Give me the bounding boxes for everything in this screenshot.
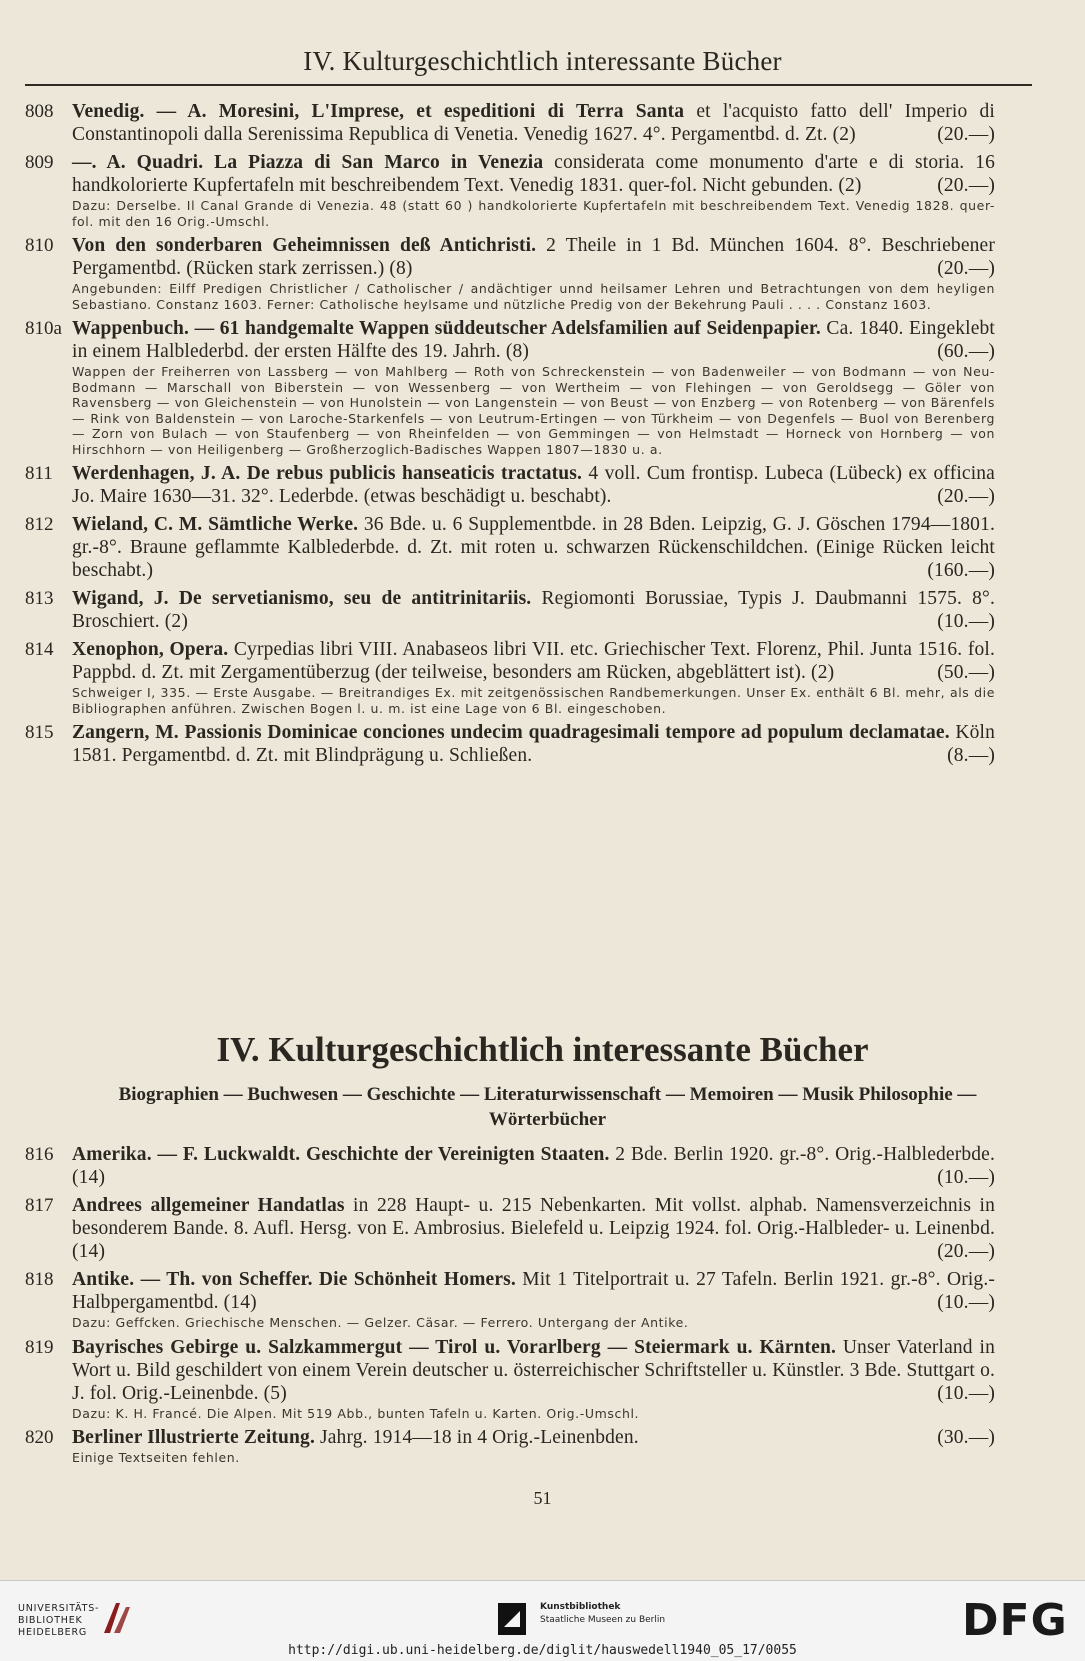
catalog-entry [25, 234, 995, 312]
uni-line-1: UNIVERSITÄTS- [18, 1603, 100, 1614]
kb-line-1: Kunstbibliothek [540, 1602, 621, 1612]
lot-number: 808 [25, 101, 54, 122]
kb-line-2: Staatliche Museen zu Berlin [540, 1615, 666, 1625]
entry-body [72, 462, 995, 508]
section-subtitle: Biographien — Buchwesen — Geschichte — Literaturwissenschaft — Memoiren — Musik Philosophie — Wörterbücher [118, 1084, 977, 1130]
entry-title: Berliner Illustrierte Zeitung. [72, 1427, 315, 1448]
estimate-price: (20.—) [937, 486, 995, 507]
entry-description [72, 100, 995, 146]
entry-details: et l'acquisto fatto dell' Imperio di Constantinopoli dalla Serenissima Republica di Venetia. Venedig 1627. 4°. Pergamentbd. d. Zt. (2) [72, 101, 995, 145]
uni-line-2: BIBLIOTHEK [18, 1615, 83, 1626]
lot-number: 820 [25, 1427, 54, 1448]
entry-title: —. A. Quadri. La Piazza di San Marco in Venezia [72, 152, 544, 173]
lot-number: 819 [25, 1336, 54, 1358]
entry-title: Zangern, M. Passionis Dominicae conciones undecim quadragesimali tempore ad populum declamatae. [72, 722, 950, 743]
catalog-entry [25, 100, 995, 146]
kunstbibliothek-logo[interactable] [540, 1601, 665, 1627]
entry-description [72, 1426, 995, 1449]
catalog-entry [25, 151, 995, 229]
dfg-logo[interactable]: DFG [962, 1595, 1068, 1646]
entry-body [72, 151, 995, 229]
entry-body [72, 638, 995, 716]
catalog-entry [25, 587, 995, 633]
catalog-entry [25, 1426, 995, 1466]
lot-number: 816 [25, 1144, 54, 1165]
entry-note: Dazu: Geffcken. Griechische Menschen. — Gelzer. Cäsar. — Ferrero. Untergang der Antike. [72, 1315, 689, 1330]
entry-details: in 228 Haupt- u. 215 Nebenkarten. Mit vollst. alphab. Namensverzeichnis in besonderem Bande. 8. Aufl. Hersg. von E. Ambrosius. Bielefeld u. Leipzig 1924. fol. Orig.-Halbleder- u. Leinenbd. (14) [72, 1195, 995, 1262]
entry-description [72, 317, 995, 363]
catalog-entry [25, 1143, 995, 1189]
estimate-price: (20.—) [937, 1241, 995, 1262]
estimate-price: (10.—) [937, 611, 995, 632]
lot-number: 809 [25, 152, 54, 173]
entry-body [72, 1268, 995, 1331]
estimate-price: (20.—) [937, 258, 995, 279]
entry-title: Von den sonderbaren Geheimnissen deß Antichristi. [72, 235, 537, 256]
entry-description [72, 1143, 995, 1189]
entry-note: Dazu: K. H. Francé. Die Alpen. Mit 519 Abb., bunten Tafeln u. Karten. Orig.-Umschl. [72, 1405, 640, 1421]
university-library-logo[interactable] [18, 1603, 99, 1639]
entry-note: Einige Textseiten fehlen. [72, 1450, 240, 1465]
entry-title: Antike. — Th. von Scheffer. Die Schönheit Homers. [72, 1269, 516, 1290]
lot-number: 811 [25, 463, 53, 484]
entry-body [72, 1194, 995, 1263]
catalog-entry [25, 1194, 995, 1263]
running-head: IV. Kulturgeschichtlich interessante Bücher [303, 46, 782, 76]
entry-body [72, 1143, 995, 1189]
entry-body [72, 317, 995, 457]
entry-description [72, 1336, 995, 1405]
entry-description [72, 462, 995, 508]
entry-title: Venedig. — A. Moresini, L'Imprese, et espeditioni di Terra Santa [72, 101, 685, 122]
estimate-price: (20.—) [937, 124, 995, 145]
entry-description [72, 151, 995, 197]
entry-details: 2 Bde. Berlin 1920. gr.-8°. Orig.-Halblederbde. (14) [72, 1144, 995, 1188]
entry-body [72, 513, 995, 582]
header-rule [25, 84, 1032, 86]
catalog-entry [25, 721, 995, 767]
entry-details: Ca. 1840. Eingeklebt in einem Halblederbd. der ersten Hälfte des 19. Jahrh. (8) [72, 318, 995, 362]
entry-note: Dazu: Derselbe. Il Canal Grande di Venezia. 48 (statt 60 ) handkolorierte Kupfertafeln mit beschreibendem Text. Venedig 1828. quer-fol. mit den 16 Orig.-Umschl. [72, 198, 995, 229]
lot-number: 818 [25, 1269, 54, 1290]
entry-details: Unser Vaterland in Wort u. Bild geschildert von einem Verein deutscher u. österreichischer Schriftsteller u. Künstler. 3 Bde. Stuttgart o. J. fol. Orig.-Leinenbde. (5) [72, 1336, 995, 1404]
entry-title: Wappenbuch. — 61 handgemalte Wappen süddeutscher Adelsfamilien auf Seidenpapier. [72, 318, 821, 339]
entry-details: 36 Bde. u. 6 Supplementbde. in 28 Bden. Leipzig, G. J. Göschen 1794—1801. gr.-8°. Braune geflammte Kalblederbde. d. Zt. mit roten u. schwarzen Rückenschildchen. (Einige Rücken leicht beschabt.) [72, 514, 995, 581]
entry-details: Mit 1 Titelportrait u. 27 Tafeln. Berlin 1921. gr.-8°. Orig.-Halbpergamentbd. (14) [72, 1269, 996, 1313]
estimate-price: (60.—) [937, 341, 995, 362]
entry-body [72, 587, 995, 633]
entry-body [72, 1426, 995, 1466]
entry-description [72, 1194, 995, 1263]
estimate-price: (10.—) [937, 1382, 995, 1404]
lot-number: 812 [25, 514, 54, 535]
lot-number: 817 [25, 1195, 54, 1216]
entry-details: considerata come monumento d'arte e di storia. 16 handkolorierte Kupfertafeln mit beschreibendem Text. Venedig 1831. quer-fol. Nicht gebunden. (2) [72, 152, 995, 196]
entry-title: Andrees allgemeiner Handatlas [72, 1195, 345, 1216]
entry-body [72, 721, 995, 767]
catalog-entry [25, 1268, 995, 1331]
entry-title: Wigand, J. De servetianismo, seu de antitrinitariis. [72, 588, 532, 609]
entry-title: Werdenhagen, J. A. De rebus publicis hanseaticis tractatus. [72, 463, 583, 484]
lot-number: 810 [25, 235, 54, 256]
lot-number: 815 [25, 722, 54, 743]
section-title: IV. Kulturgeschichtlich interessante Bücher [216, 1030, 869, 1069]
entry-note: Schweiger I, 335. — Erste Ausgabe. — Breitrandiges Ex. mit zeitgenössischen Randbemerkungen. Unser Ex. enthält 6 Bl. mehr, als die Bibliographen anführen. Zwischen Bogen l. u. m. ist eine Lage von 6 Bl. eingeschoben. [72, 685, 995, 716]
entry-title: Amerika. — F. Luckwaldt. Geschichte der Vereinigten Staaten. [72, 1144, 610, 1165]
entries-list-top [25, 100, 995, 772]
lot-number: 813 [25, 588, 54, 609]
catalog-entry [25, 638, 995, 716]
entry-details: Köln 1581. Pergamentbd. d. Zt. mit Blindprägung u. Schließen. [72, 722, 995, 766]
entry-description [72, 513, 995, 582]
lot-number: 810a [25, 318, 62, 339]
entry-description [72, 1268, 995, 1314]
estimate-price: (8.—) [947, 745, 995, 766]
entry-body [72, 100, 995, 146]
catalog-entry [25, 317, 995, 457]
catalog-entry [25, 513, 995, 582]
lot-number: 814 [25, 639, 54, 660]
kunstbibliothek-icon [496, 1601, 528, 1637]
entry-body [72, 1336, 995, 1422]
permalink-url[interactable]: http://digi.ub.uni-heidelberg.de/diglit/hauswedell1940_05_17/0055 [288, 1643, 797, 1658]
estimate-price: (30.—) [937, 1427, 995, 1448]
page-number: 51 [533, 1488, 552, 1508]
entry-title: Bayrisches Gebirge u. Salzkammergut — Tirol u. Vorarlberg — Steiermark u. Kärnten. [72, 1336, 836, 1358]
entry-title: Wieland, C. M. Sämtliche Werke. [72, 514, 359, 535]
entry-description [72, 721, 995, 767]
entry-details: Regiomonti Borussiae, Typis J. Daubmanni 1575. 8°. Broschiert. (2) [72, 588, 995, 632]
estimate-price: (160.—) [927, 560, 995, 581]
entry-details: 4 voll. Cum frontisp. Lubeca (Lübeck) ex officina Jo. Maire 1630—31. 32°. Lederbde. (etwas beschädigt u. beschabt). [72, 463, 995, 507]
entry-details: 2 Theile in 1 Bd. München 1604. 8°. Beschriebener Pergamentbd. (Rücken stark zerrissen.) (8) [72, 235, 995, 279]
heidelberg-library-icon [100, 1597, 134, 1637]
entry-details: Jahrg. 1914—18 in 4 Orig.-Leinenbden. [314, 1427, 639, 1448]
entry-details: Cyrpedias libri VIII. Anabaseos libri VII. etc. Griechischer Text. Florenz, Phil. Junta 1516. fol. Pappbd. d. Zt. mit Zergamentüberzug (der teilweise, besonders am Rücken, abgeblättert ist). (2) [72, 639, 996, 683]
entry-description [72, 638, 995, 684]
entry-body [72, 234, 995, 312]
entry-title: Xenophon, Opera. [72, 639, 229, 660]
catalog-entry [25, 1336, 995, 1422]
estimate-price: (10.—) [937, 1167, 995, 1188]
uni-line-3: HEIDELBERG [18, 1627, 88, 1638]
entry-note: Angebunden: Eilff Predigen Christlicher / Catholischer / andächtiger unnd heilsamer Lehren und Betrachtungen von dem heyligen Sebastiano. Constanz 1603. Ferner: Catholische heylsame und nützliche Predig von der Bekehrung Pauli . . . . Constanz 1603. [72, 281, 995, 312]
entries-list-bottom [25, 1143, 995, 1471]
estimate-price: (10.—) [937, 1292, 995, 1313]
viewer-footer [0, 1580, 1085, 1661]
estimate-price: (50.—) [937, 662, 995, 683]
catalog-entry [25, 462, 995, 508]
entry-description [72, 234, 995, 280]
estimate-price: (20.—) [937, 175, 995, 196]
entry-description [72, 587, 995, 633]
entry-note: Wappen der Freiherren von Lassberg — von Mahlberg — Roth von Schreckenstein — von Badenweiler — von Bodmann — von Neu-Bodmann — Marschall von Biberstein — von Wessenberg — von Wertheim — von Flehingen — von Geroldsegg — Göler von Ravensberg — von Gleichenstein — von Hunolstein — von Langenstein — von Beust — von Enzberg — von Rotenberg — von Bärenfels — Rink von Baldenstein — von Laroche-Starkenfels — von Leutrum-Ertingen — von Türkheim — von Degenfels — Buol von Berenberg — Zorn von Bulach — von Staufenberg — von Rheinfelden — von Gemmingen — von Helmstadt — Horneck von Hornberg — von Hirschhorn — von Heiligenberg — Großherzoglich-Badisches Wappen 1807—1830 u. a. [72, 364, 995, 457]
